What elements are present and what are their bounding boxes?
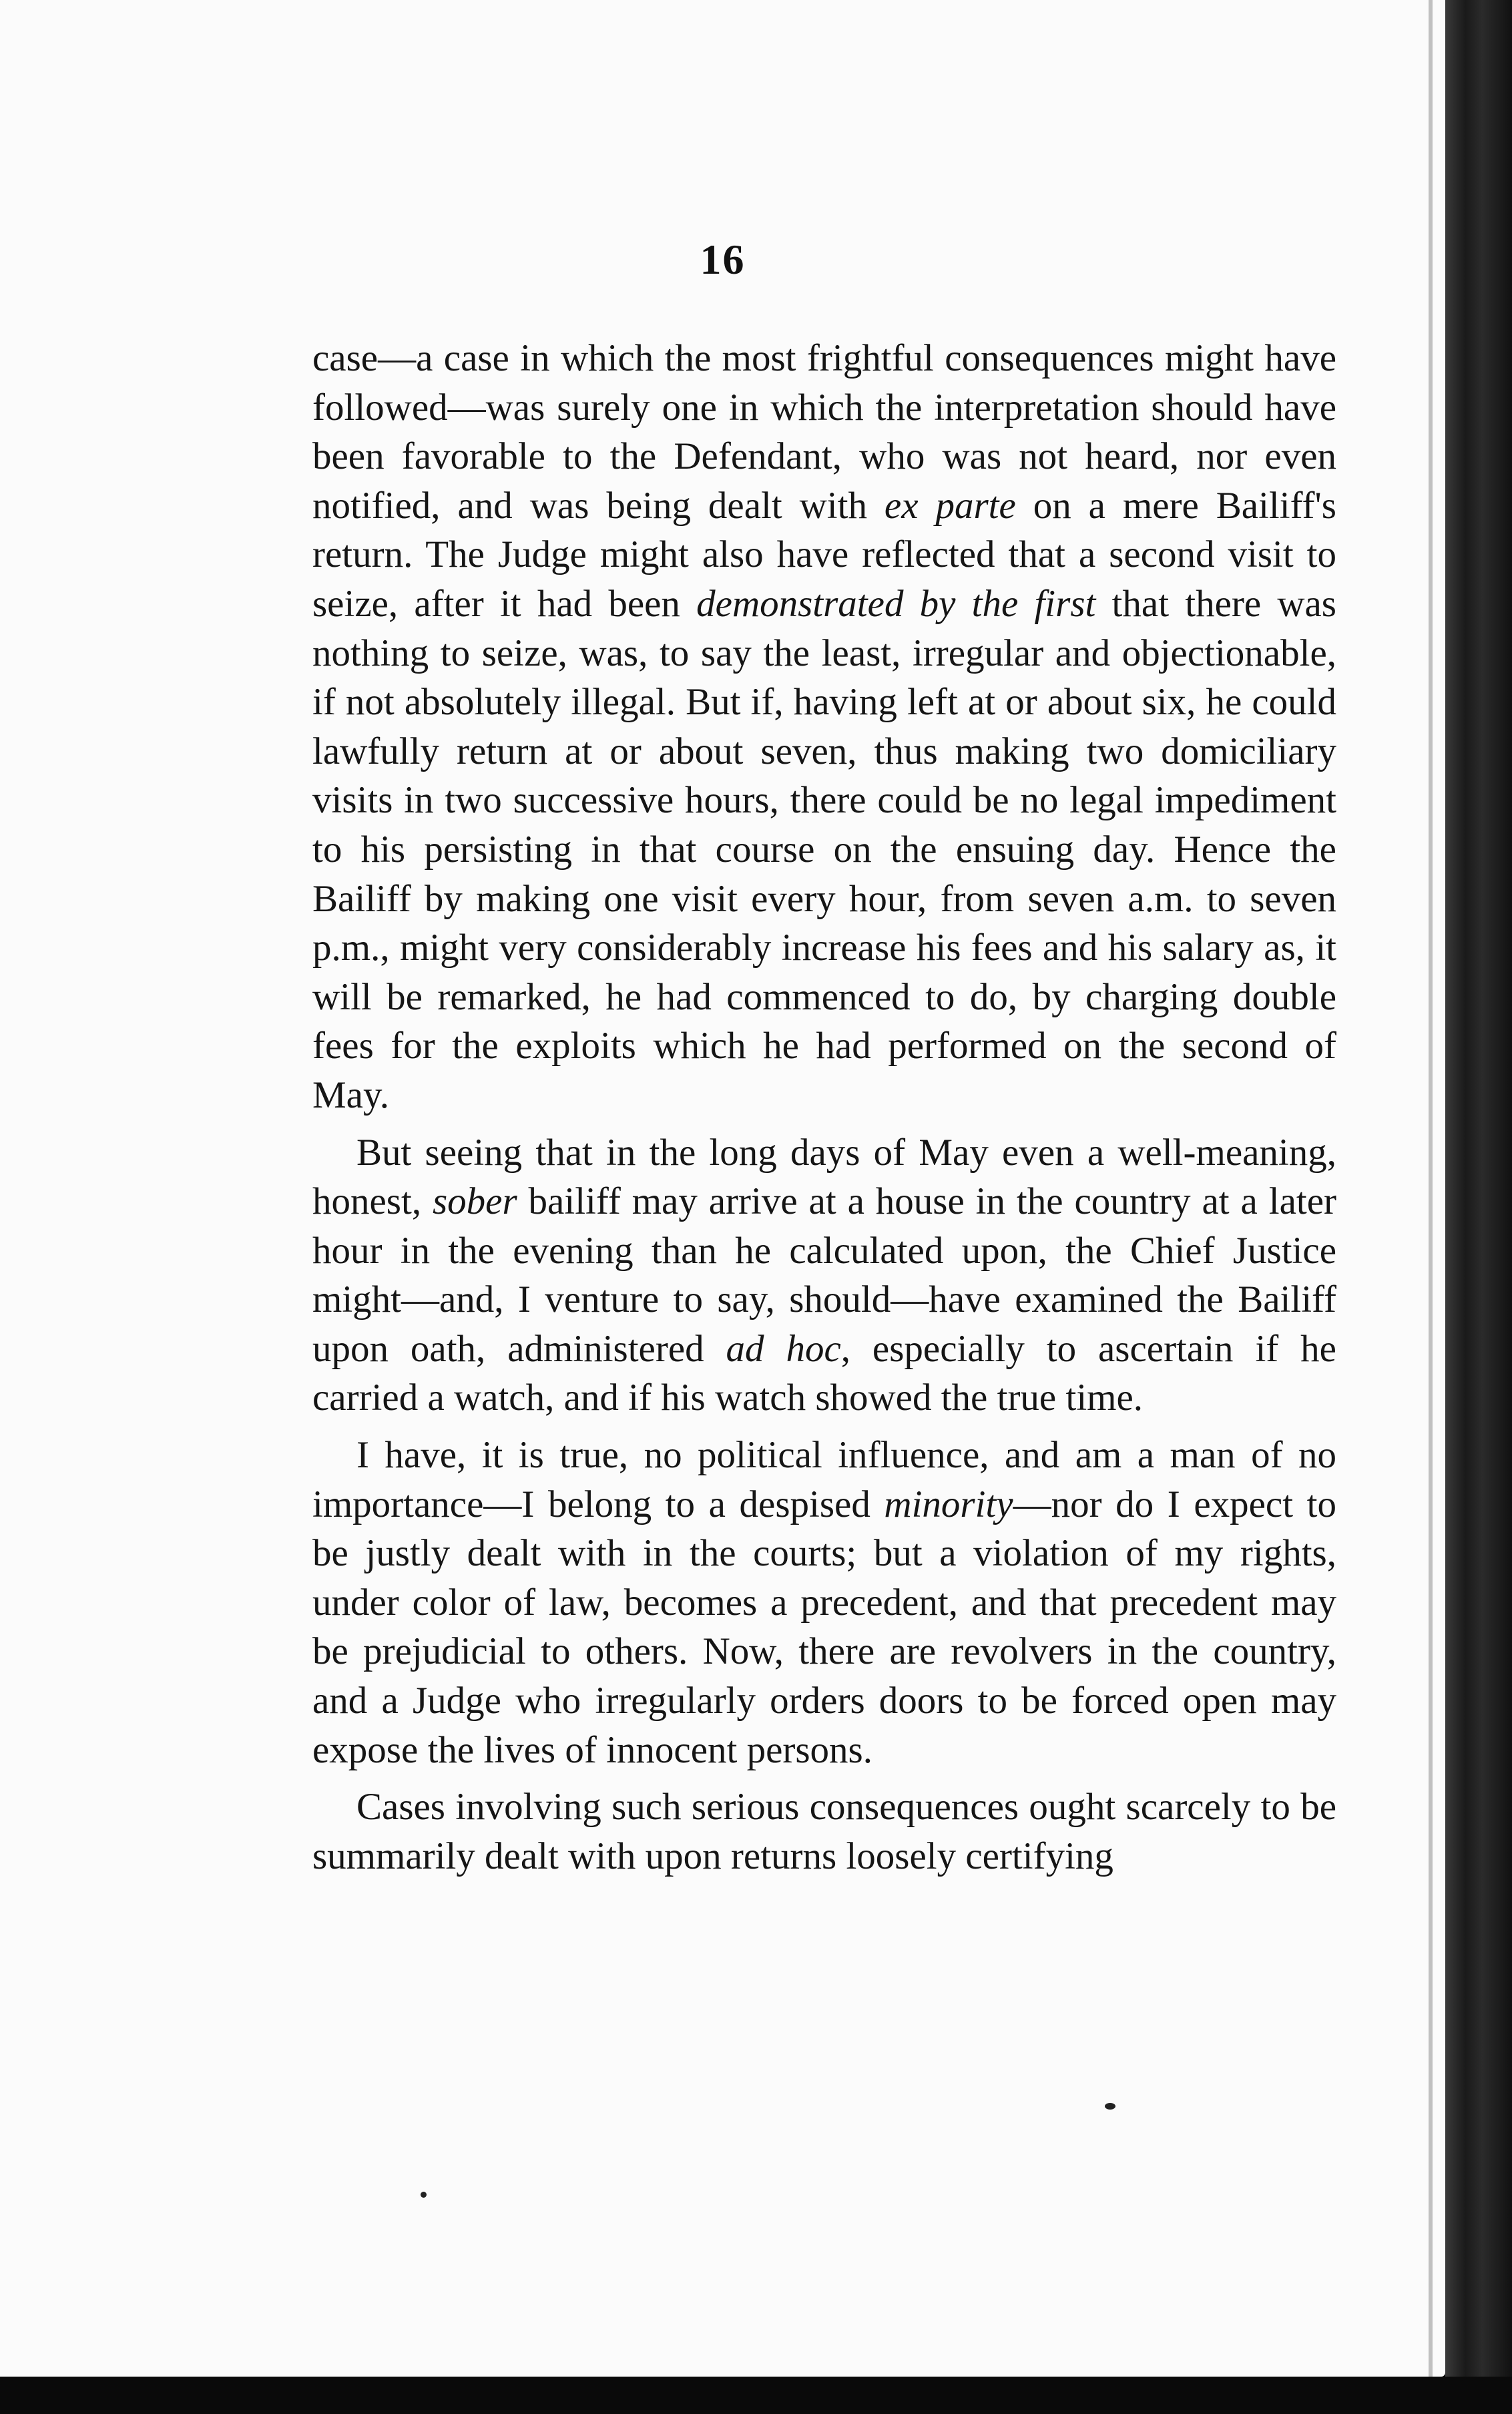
paragraph-1 (312, 334, 1336, 1120)
italic-span: demonstrated by the first (696, 582, 1096, 625)
text-span: Cases involving such serious consequences ought scarcely to be summarily dealt with upon returns loosely certifying (312, 1786, 1336, 1877)
scan-speck (421, 2192, 427, 2198)
italic-span: ad hoc (726, 1327, 841, 1370)
bottom-border (0, 2377, 1512, 2414)
binding-edge (1445, 0, 1512, 2414)
paragraph-3 (312, 1431, 1336, 1774)
text-span: on a mere Bailiff's return. The Judge might also have reflected that a second visit to seize, after it had been (312, 484, 1336, 625)
paragraph-4 (312, 1782, 1336, 1881)
text-span: —nor do I expect to be justly dealt with in the courts; but a violation of my rights, under color of law, becomes a precedent, and that precedent may be prejudicial to others. Now, there are revolvers in the country, and a Judge who irregularly orders doors to be forced open may expose the lives of innocent persons. (312, 1483, 1336, 1771)
paragraph-2 (312, 1128, 1336, 1423)
text-span: But seeing that in the long days of May even a well-meaning, honest, (312, 1131, 1336, 1223)
italic-span: sober (432, 1180, 517, 1223)
scan-speck (1105, 2103, 1115, 2110)
text-span: bailiff may arrive at a house in the country at a later hour in the evening than he calculated upon, the Chief Justice might—and, I venture to say, should—have examined the Bailiff upon oath, administered (312, 1180, 1336, 1370)
text-span: , especially to ascertain if he carried a watch, and if his watch showed the true time. (312, 1327, 1336, 1419)
text-span: that there was nothing to seize, was, to say the least, irregular and objectionable, if not absolutely illegal. But if, having left at or about six, he could lawfully return at or about seven, thus making two domiciliary visits in two successive hours, there could be no legal impediment to his persisting in that course on the ensuing day. Hence the Bailiff by making one visit every hour, from seven a.m. to seven p.m., might very considerably increase his fees and his salary as, it will be remarked, he had commenced to do, by charging double fees for the exploits which he had performed on the second of May. (312, 582, 1336, 1116)
italic-span: ex parte (884, 484, 1016, 527)
body-text (312, 334, 1336, 1881)
text-span: I have, it is true, no political influence, and am a man of no importance—I belong to a despised (312, 1434, 1336, 1525)
page-edge-line (1429, 0, 1433, 2377)
page-number: 16 (700, 236, 746, 283)
text-span: case—a case in which the most frightful consequences might have followed—was surely one in which the interpretation should have been favorable to the Defendant, who was not heard, nor even notified, and was being dealt with (312, 337, 1336, 527)
italic-span: minority (884, 1483, 1013, 1525)
